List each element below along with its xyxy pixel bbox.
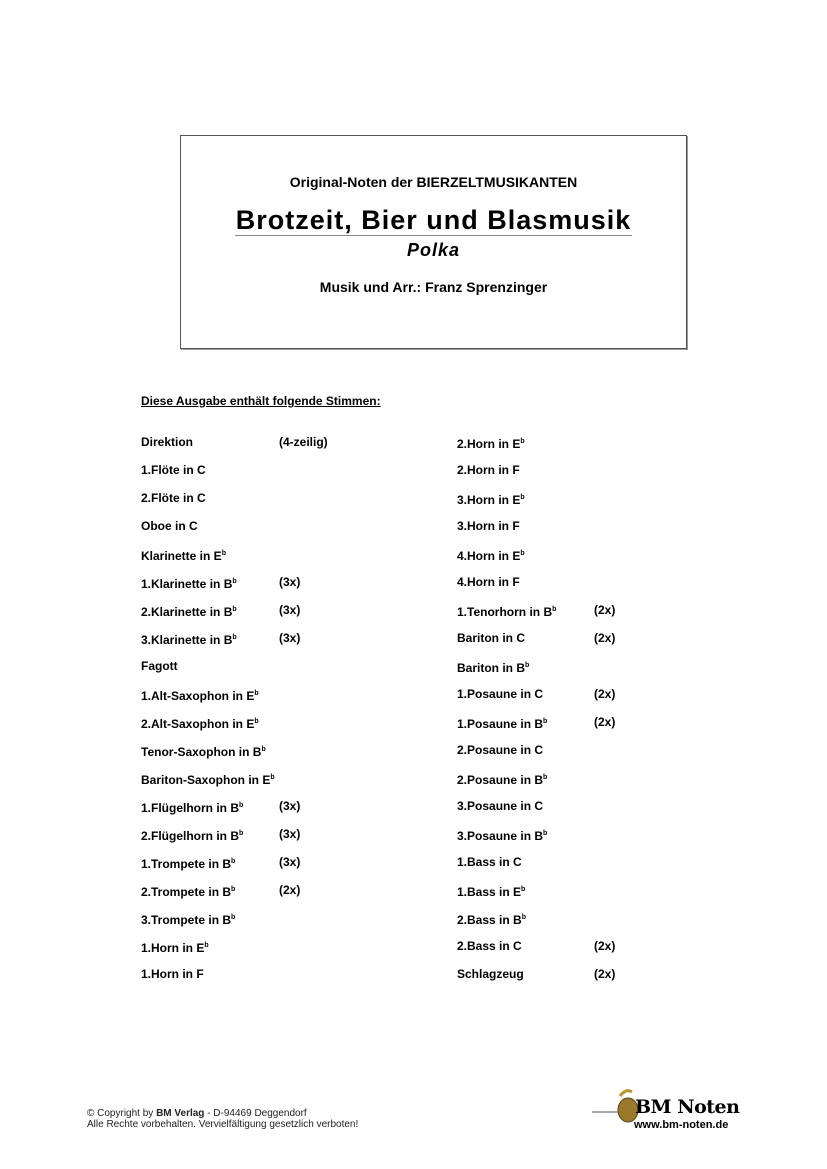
part-name: 3.Klarinette in B <box>141 633 233 647</box>
part-name: Tenor-Saxophon in B <box>141 745 262 759</box>
part-count: (3x) <box>279 603 301 617</box>
part-item <box>141 854 441 882</box>
parts-heading: Diese Ausgabe enthält folgende Stimmen: <box>141 394 381 408</box>
parts-list-left <box>141 434 441 994</box>
part-name: 2.Flügelhorn in B <box>141 829 239 843</box>
flat-sup: b <box>270 774 275 781</box>
flat-sup: b <box>543 774 548 781</box>
part-item <box>141 770 441 798</box>
part-item <box>457 854 757 882</box>
part-item <box>457 602 757 630</box>
flat-sup: b <box>239 802 244 809</box>
part-item <box>457 714 757 742</box>
part-count: (2x) <box>594 715 616 729</box>
flat-sup: b <box>231 914 236 921</box>
flat-sup: b <box>221 550 226 557</box>
part-name: 2.Trompete in B <box>141 885 232 899</box>
part-count: (3x) <box>279 799 301 813</box>
part-item <box>141 518 441 546</box>
part-item <box>457 546 757 574</box>
flat-sup: b <box>254 690 259 697</box>
part-name: Schlagzeug <box>457 967 524 981</box>
part-name: Bariton-Saxophon in E <box>141 773 271 787</box>
part-name: 2.Bass in B <box>457 913 522 927</box>
part-item <box>457 798 757 826</box>
flat-sup: b <box>232 578 237 585</box>
part-name: 3.Horn in E <box>457 493 521 507</box>
part-item <box>457 462 757 490</box>
flat-sup: b <box>232 606 237 613</box>
part-item <box>141 602 441 630</box>
part-count: (2x) <box>594 631 616 645</box>
part-item <box>141 658 441 686</box>
part-name: 4.Horn in E <box>457 549 521 563</box>
part-name: 1.Alt-Saxophon in E <box>141 689 255 703</box>
part-name: 1.Posaune in B <box>457 717 544 731</box>
part-count: (3x) <box>279 827 301 841</box>
part-name: 3.Trompete in B <box>141 913 232 927</box>
piece-title: Brotzeit, Bier und Blasmusik <box>235 205 632 235</box>
part-item <box>141 462 441 490</box>
part-count: (2x) <box>594 687 616 701</box>
flat-sup: b <box>520 438 525 445</box>
flat-sup: b <box>254 718 259 725</box>
part-name: 1.Flügelhorn in B <box>141 801 239 815</box>
part-item <box>457 742 757 770</box>
part-count: (4-zeilig) <box>279 435 328 449</box>
part-item <box>141 826 441 854</box>
part-count: (3x) <box>279 631 301 645</box>
part-count: (2x) <box>594 967 616 981</box>
part-item <box>457 574 757 602</box>
part-count: (2x) <box>594 939 616 953</box>
part-item <box>141 630 441 658</box>
part-count: (3x) <box>279 855 301 869</box>
part-item <box>457 966 757 994</box>
part-name: 1.Flöte in C <box>141 463 206 477</box>
part-name: Bariton in B <box>457 661 525 675</box>
part-item <box>457 518 757 546</box>
part-item <box>141 714 441 742</box>
part-item <box>457 686 757 714</box>
part-name: 2.Horn in F <box>457 463 520 477</box>
part-name: Fagott <box>141 659 178 673</box>
part-item <box>141 882 441 910</box>
part-name: 1.Horn in E <box>141 941 205 955</box>
part-name: 4.Horn in F <box>457 575 520 589</box>
flat-sup: b <box>521 914 526 921</box>
part-name: 2.Horn in E <box>457 437 521 451</box>
part-item <box>141 546 441 574</box>
part-count: (2x) <box>594 603 616 617</box>
part-item <box>141 490 441 518</box>
part-name: 2.Flöte in C <box>141 491 206 505</box>
part-name: 3.Posaune in B <box>457 829 544 843</box>
flat-sup: b <box>525 662 530 669</box>
title-box <box>180 135 687 349</box>
part-name: Bariton in C <box>457 631 525 645</box>
part-item <box>141 798 441 826</box>
flat-sup: b <box>543 830 548 837</box>
part-name: 2.Bass in C <box>457 939 522 953</box>
part-name: 3.Posaune in C <box>457 799 544 813</box>
part-name: 2.Alt-Saxophon in E <box>141 717 255 731</box>
flat-sup: b <box>543 718 548 725</box>
part-name: 2.Posaune in B <box>457 773 544 787</box>
part-item <box>457 938 757 966</box>
flat-sup: b <box>261 746 266 753</box>
flat-sup: b <box>232 634 237 641</box>
part-name: 1.Trompete in B <box>141 857 232 871</box>
part-name: Direktion <box>141 435 194 449</box>
flat-sup: b <box>520 550 525 557</box>
part-name: Oboe in C <box>141 519 198 533</box>
horn-icon <box>590 1088 640 1128</box>
part-name: 2.Posaune in C <box>457 743 544 757</box>
part-item <box>457 882 757 910</box>
part-item <box>141 910 441 938</box>
part-name: 1.Posaune in C <box>457 687 544 701</box>
parts-list-right <box>457 434 757 994</box>
flat-sup: b <box>520 494 525 501</box>
part-item <box>141 742 441 770</box>
part-item <box>457 826 757 854</box>
composer: Musik und Arr.: Franz Sprenzinger <box>319 279 548 295</box>
part-item <box>141 434 441 462</box>
part-count: (2x) <box>279 883 301 897</box>
flat-sup: b <box>521 886 526 893</box>
piece-subtitle: Polka <box>406 240 461 260</box>
part-item <box>457 490 757 518</box>
part-name: 1.Horn in F <box>141 967 204 981</box>
pre-title: Original-Noten der BIERZELTMUSIKANTEN <box>289 174 578 190</box>
part-item <box>141 686 441 714</box>
flat-sup: b <box>204 942 209 949</box>
flat-sup: b <box>231 858 236 865</box>
part-name: 1.Bass in C <box>457 855 522 869</box>
flat-sup: b <box>552 606 557 613</box>
flat-sup: b <box>231 886 236 893</box>
part-name: 1.Klarinette in B <box>141 577 233 591</box>
part-name: Klarinette in E <box>141 549 222 563</box>
part-item <box>457 630 757 658</box>
part-item <box>457 770 757 798</box>
part-name: 1.Tenorhorn in B <box>457 605 553 619</box>
part-item <box>141 966 441 994</box>
part-item <box>457 658 757 686</box>
part-name: 3.Horn in F <box>457 519 520 533</box>
footer-copyright: © Copyright by BM Verlag - D-94469 Deggendorf Alle Rechte vorbehalten. Vervielfältigung gesetzlich verboten! <box>87 1108 359 1130</box>
part-item <box>141 938 441 966</box>
part-name: 1.Bass in E <box>457 885 522 899</box>
part-item <box>457 910 757 938</box>
part-name: 2.Klarinette in B <box>141 605 233 619</box>
part-item <box>141 574 441 602</box>
bm-noten-logo: BM Noten www.bm-noten.de <box>590 1088 740 1133</box>
part-item <box>457 434 757 462</box>
part-count: (3x) <box>279 575 301 589</box>
flat-sup: b <box>239 830 244 837</box>
